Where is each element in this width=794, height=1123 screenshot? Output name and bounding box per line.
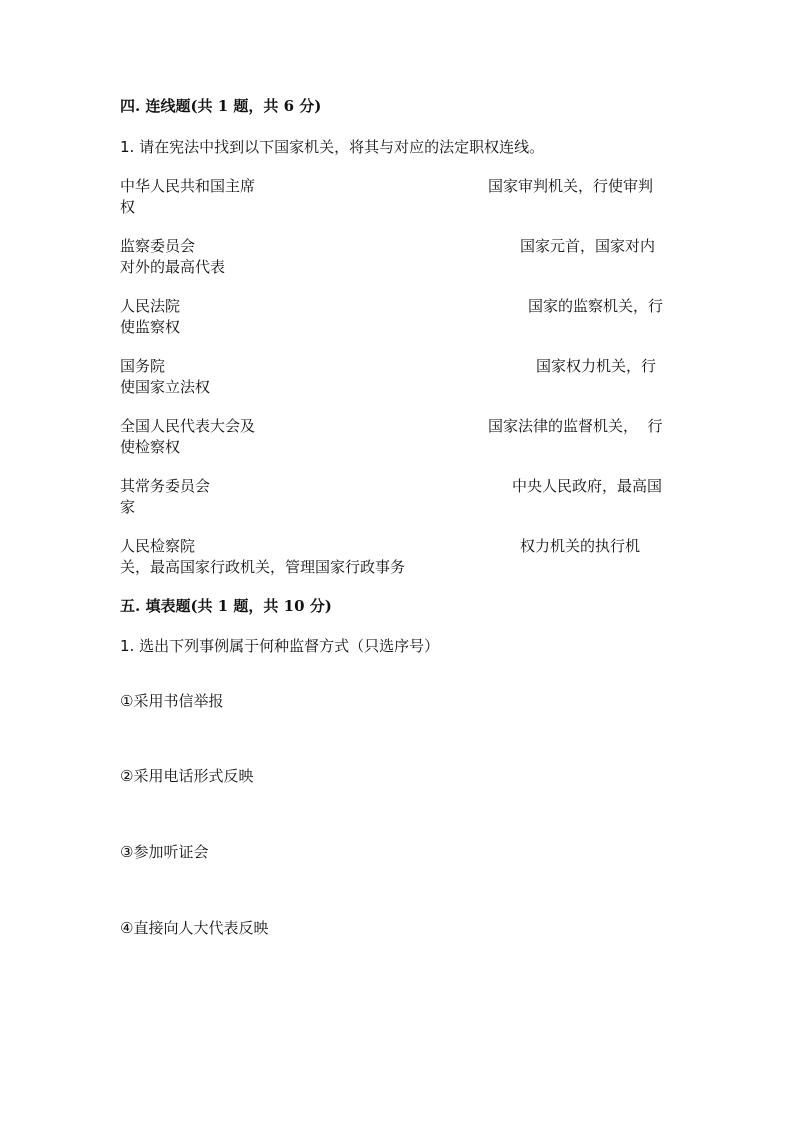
- right-item: 国家元首，国家对内: [520, 237, 656, 255]
- example-item: ①采用书信举报: [120, 692, 224, 710]
- example-item: ③参加听证会: [120, 843, 209, 861]
- right-item-continuation: 使国家立法权: [120, 378, 211, 396]
- left-item: 人民法院: [120, 297, 181, 315]
- example-item: ④直接向人大代表反映: [120, 919, 269, 937]
- example-item: ②采用电话形式反映: [120, 767, 254, 785]
- right-item-continuation: 使检察权: [120, 438, 181, 456]
- left-item: 中华人民共和国主席: [120, 177, 256, 195]
- right-item: 国家法律的监督机关， 行: [488, 417, 663, 435]
- right-item-continuation: 关，最高国家行政机关，管理国家行政事务: [120, 558, 406, 576]
- section-5-question: 1. 选出下列事例属于何种监督方式（只选序号）: [120, 637, 440, 655]
- section-5-heading: 五. 填表题(共 1 题，共 10 分): [120, 597, 332, 615]
- right-item: 中央人民政府，最高国: [512, 477, 663, 495]
- right-item-continuation: 家: [120, 498, 136, 516]
- right-item: 国家的监察机关，行: [528, 297, 664, 315]
- left-item: 全国人民代表大会及: [120, 417, 256, 435]
- right-item: 权力机关的执行机: [520, 537, 641, 555]
- right-item: 国家权力机关，行: [536, 357, 657, 375]
- right-item-continuation: 权: [120, 198, 136, 216]
- left-item: 人民检察院: [120, 537, 196, 555]
- section-4-heading: 四. 连线题(共 1 题，共 6 分): [120, 97, 322, 115]
- right-item-continuation: 对外的最高代表: [120, 258, 226, 276]
- right-item-continuation: 使监察权: [120, 318, 181, 336]
- section-4-question: 1. 请在宪法中找到以下国家机关，将其与对应的法定职权连线。: [120, 138, 545, 156]
- right-item: 国家审判机关，行使审判: [488, 177, 654, 195]
- left-item: 国务院: [120, 357, 166, 375]
- left-item: 其常务委员会: [120, 477, 211, 495]
- left-item: 监察委员会: [120, 237, 196, 255]
